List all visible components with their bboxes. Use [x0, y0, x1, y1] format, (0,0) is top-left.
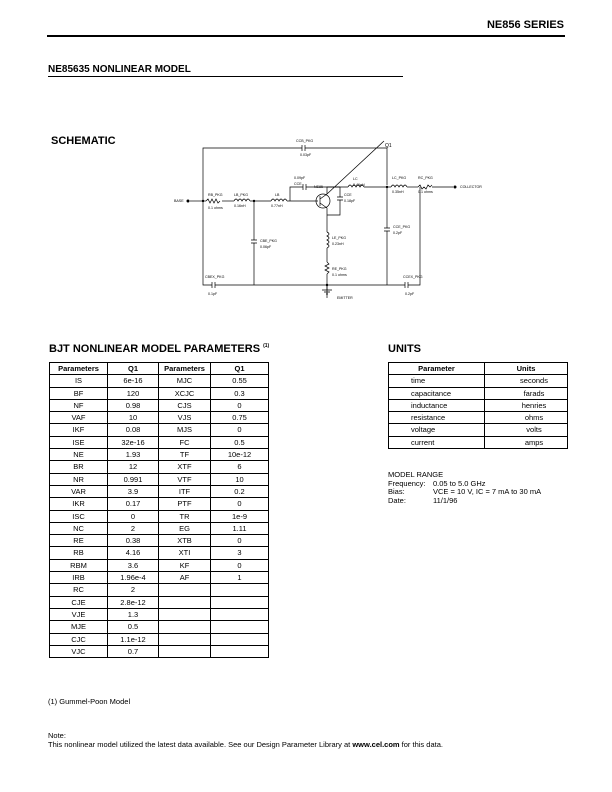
table-row — [50, 473, 159, 485]
param-name-cell: NR — [50, 473, 108, 485]
param-value-cell: 0.98 — [108, 399, 159, 411]
table-row — [159, 584, 269, 596]
table-row — [50, 522, 159, 534]
param-name-cell: VJE — [50, 608, 108, 620]
param-value-cell: 0.38 — [108, 535, 159, 547]
date-value: 11/1/96 — [433, 495, 458, 505]
table-row — [159, 559, 269, 571]
table-row — [159, 596, 269, 608]
param-name-cell: ITF — [159, 485, 211, 497]
table-row — [159, 424, 269, 436]
table-row — [159, 375, 269, 387]
param-name-cell — [159, 584, 211, 596]
bias-value: VCE = 10 V, IC = 7 mA to 30 mA — [433, 487, 542, 497]
table-row — [50, 375, 159, 387]
lbl-cce-right-val: 0.18pF — [344, 199, 356, 203]
note — [48, 732, 443, 749]
param-name-cell: VTF — [159, 473, 211, 485]
table-row — [159, 510, 269, 522]
series-title: NE856 SERIES — [486, 19, 564, 31]
param-value-cell — [211, 596, 269, 608]
param-name-cell: current — [389, 436, 485, 448]
param-name-cell: voltage — [389, 424, 485, 436]
param-value-cell: 4.16 — [108, 547, 159, 559]
table-row — [159, 645, 269, 657]
table-row — [389, 412, 568, 424]
param-value-cell — [211, 633, 269, 645]
table-header: Q1 — [211, 363, 269, 375]
header-rule — [47, 35, 565, 37]
model-range-title: MODEL RANGE — [388, 470, 444, 479]
lbl-ne85635: NE85 — [314, 185, 323, 189]
bjt-params-table-left — [49, 362, 159, 658]
param-value-cell: 1e-9 — [211, 510, 269, 522]
table-header: Parameter — [389, 363, 485, 375]
table-row — [50, 485, 159, 497]
param-value-cell: 3.9 — [108, 485, 159, 497]
param-name-cell: IKF — [50, 424, 108, 436]
param-value-cell: 0 — [211, 559, 269, 571]
param-name-cell — [159, 633, 211, 645]
lbl-lc-val: 0.46nH — [353, 183, 365, 187]
lbl-cce-right: CCE — [344, 193, 352, 197]
table-row — [50, 436, 159, 448]
bjt-params-table-right — [158, 362, 269, 658]
param-name-cell: IKR — [50, 498, 108, 510]
table-row — [50, 510, 159, 522]
lbl-q1: Q1 — [385, 143, 392, 149]
schematic-diagram — [160, 133, 500, 313]
param-name-cell: ISC — [50, 510, 108, 522]
model-title: NE85635 NONLINEAR MODEL — [48, 64, 191, 75]
param-value-cell: 0.75 — [211, 412, 269, 424]
param-name-cell: CJC — [50, 633, 108, 645]
param-name-cell: ISE — [50, 436, 108, 448]
param-name-cell: NC — [50, 522, 108, 534]
lbl-rb-pkg: RB_PKG — [208, 193, 223, 197]
table-row — [50, 424, 159, 436]
param-value-cell: 0.3 — [211, 387, 269, 399]
param-value-cell: 0.5 — [108, 621, 159, 633]
lbl-cbex-pkg-val: 0.1pF — [208, 292, 218, 296]
lbl-ccb-val: 0.03pF — [300, 153, 312, 157]
param-name-cell: CJE — [50, 596, 108, 608]
lbl-collector: COLLECTOR — [460, 185, 482, 189]
param-name-cell: BF — [50, 387, 108, 399]
table-header: Units — [485, 363, 568, 375]
table-row — [50, 535, 159, 547]
param-value-cell: 1.3 — [108, 608, 159, 620]
param-value-cell: 0 — [108, 510, 159, 522]
lbl-ccex-pkg-val: 0.2pF — [405, 292, 415, 296]
table-header: Parameters — [159, 363, 211, 375]
param-value-cell: 3.6 — [108, 559, 159, 571]
note-text-before: This nonlinear model utilized the latest data available. See our Design Parameter Library at — [48, 739, 353, 749]
table-row — [50, 449, 159, 461]
param-value-cell — [211, 608, 269, 620]
table-row — [159, 608, 269, 620]
table-row — [159, 498, 269, 510]
model-range — [388, 471, 541, 505]
table-row — [50, 645, 159, 657]
param-value-cell: 10e-12 — [211, 449, 269, 461]
param-value-cell: 0.7 — [108, 645, 159, 657]
param-value-cell: amps — [485, 436, 568, 448]
param-value-cell: ohms — [485, 412, 568, 424]
param-value-cell: 10 — [108, 412, 159, 424]
model-title-rule — [48, 76, 403, 77]
lbl-ccb-pkg: CCB_PKG — [296, 139, 314, 143]
table-row — [50, 399, 159, 411]
param-value-cell: 0.17 — [108, 498, 159, 510]
table-row — [50, 559, 159, 571]
table-row — [50, 547, 159, 559]
param-name-cell: VAF — [50, 412, 108, 424]
param-value-cell: 12 — [108, 461, 159, 473]
schematic-title: SCHEMATIC — [51, 135, 116, 147]
param-value-cell: 3 — [211, 547, 269, 559]
param-name-cell: PTF — [159, 498, 211, 510]
table-header: Parameters — [50, 363, 108, 375]
param-name-cell: IRB — [50, 572, 108, 584]
param-name-cell: MJC — [159, 375, 211, 387]
lbl-rb-pkg-val: 0.1 ohms — [208, 206, 223, 210]
cel-link[interactable]: www.cel.com — [352, 739, 400, 749]
table-row — [159, 412, 269, 424]
param-value-cell: 6 — [211, 461, 269, 473]
param-name-cell: FC — [159, 436, 211, 448]
param-value-cell: 10 — [211, 473, 269, 485]
frequency-label: Frequency: — [388, 478, 426, 488]
param-value-cell: 0.5 — [211, 436, 269, 448]
param-name-cell: XTF — [159, 461, 211, 473]
lbl-cbex-pkg: CBEX_PKG — [205, 275, 225, 279]
note-text — [48, 741, 443, 750]
param-name-cell: BR — [50, 461, 108, 473]
table-row — [389, 424, 568, 436]
lbl-lb-pkg-val: 0.16nH — [234, 204, 246, 208]
lbl-ccex-pkg: CCEX_PKG — [403, 275, 423, 279]
lbl-lc-pkg-val: 0.35nH — [392, 190, 404, 194]
date-label: Date: — [388, 495, 406, 505]
param-name-cell — [159, 645, 211, 657]
note-label: Note: — [48, 731, 66, 740]
table-row — [389, 375, 568, 387]
table-row — [50, 412, 159, 424]
lbl-cce-pkg: CCE_PKG — [393, 225, 411, 229]
table-row — [50, 387, 159, 399]
table-row — [50, 633, 159, 645]
lbl-lb: LB — [275, 193, 280, 197]
param-value-cell: 0.991 — [108, 473, 159, 485]
units-table — [388, 362, 568, 449]
param-name-cell: NF — [50, 399, 108, 411]
table-row — [389, 387, 568, 399]
param-name-cell — [159, 621, 211, 633]
lbl-re-pkg-val: 0.1 ohms — [332, 273, 347, 277]
lbl-emitter: EMITTER — [337, 296, 353, 300]
bjt-params-title — [49, 343, 269, 355]
table-row — [159, 485, 269, 497]
param-name-cell: VJC — [50, 645, 108, 657]
table-row — [159, 547, 269, 559]
table-row — [159, 399, 269, 411]
param-value-cell: 2 — [108, 522, 159, 534]
table-row — [159, 436, 269, 448]
bjt-title-text: BJT NONLINEAR MODEL PARAMETERS — [49, 343, 261, 355]
param-value-cell: 32e-16 — [108, 436, 159, 448]
table-row — [50, 596, 159, 608]
param-name-cell: TF — [159, 449, 211, 461]
param-name-cell: capacitance — [389, 387, 485, 399]
lbl-le-pkg: LE_PKG — [332, 236, 346, 240]
param-value-cell: seconds — [485, 375, 568, 387]
bjt-title-note: (1) — [263, 343, 270, 349]
table-row — [50, 498, 159, 510]
param-value-cell: 0 — [211, 498, 269, 510]
param-value-cell: 120 — [108, 387, 159, 399]
lbl-lb-pkg: LB_PKG — [234, 193, 248, 197]
table-row — [159, 461, 269, 473]
param-name-cell: RB — [50, 547, 108, 559]
table-row — [389, 436, 568, 448]
lbl-rc-pkg-val: 0.1 ohms — [418, 190, 433, 194]
lbl-cbe-pkg: CBE_PKG — [260, 239, 277, 243]
table-row — [50, 461, 159, 473]
param-value-cell: 1.93 — [108, 449, 159, 461]
lbl-lc: LC — [353, 177, 358, 181]
param-value-cell: 0 — [211, 424, 269, 436]
param-value-cell: 6e-16 — [108, 375, 159, 387]
param-name-cell: inductance — [389, 399, 485, 411]
param-name-cell: IS — [50, 375, 108, 387]
lbl-re-pkg: RE_PKG — [332, 267, 347, 271]
param-name-cell: time — [389, 375, 485, 387]
param-name-cell: TR — [159, 510, 211, 522]
table-row — [159, 449, 269, 461]
lbl-rc-pkg: RC_PKG — [418, 176, 433, 180]
table-row — [389, 399, 568, 411]
table-row — [50, 572, 159, 584]
param-name-cell: XTB — [159, 535, 211, 547]
table-row — [50, 584, 159, 596]
table-row — [50, 621, 159, 633]
param-name-cell: VJS — [159, 412, 211, 424]
param-value-cell: 0 — [211, 535, 269, 547]
table-row — [159, 572, 269, 584]
param-value-cell: volts — [485, 424, 568, 436]
param-name-cell: NE — [50, 449, 108, 461]
param-value-cell: 0 — [211, 399, 269, 411]
param-name-cell: resistance — [389, 412, 485, 424]
note-text-after: for this data. — [399, 739, 443, 749]
param-name-cell: RC — [50, 584, 108, 596]
param-value-cell — [211, 645, 269, 657]
footnote: (1) Gummel-Poon Model — [48, 697, 131, 706]
param-name-cell: CJS — [159, 399, 211, 411]
lbl-cce: CCE — [294, 182, 302, 186]
lbl-cbe-pkg-val: 0.06pF — [260, 245, 272, 249]
lbl-lc-pkg: LC_PKG — [392, 176, 407, 180]
param-name-cell: RBM — [50, 559, 108, 571]
param-name-cell — [159, 596, 211, 608]
param-value-cell: 1.96e-4 — [108, 572, 159, 584]
param-value-cell: 1.11 — [211, 522, 269, 534]
param-value-cell: farads — [485, 387, 568, 399]
param-value-cell: 1 — [211, 572, 269, 584]
table-row — [159, 633, 269, 645]
param-value-cell: henries — [485, 399, 568, 411]
param-name-cell: RE — [50, 535, 108, 547]
param-name-cell: XTI — [159, 547, 211, 559]
table-row — [159, 473, 269, 485]
param-value-cell: 2.8e-12 — [108, 596, 159, 608]
lbl-lb-val: 0.77nH — [271, 204, 283, 208]
frequency-value: 0.05 to 5.0 GHz — [433, 478, 486, 488]
table-row — [159, 621, 269, 633]
param-value-cell — [211, 621, 269, 633]
table-row — [159, 522, 269, 534]
bias-label: Bias: — [388, 487, 405, 497]
param-value-cell: 0.2 — [211, 485, 269, 497]
param-name-cell: MJS — [159, 424, 211, 436]
units-title: UNITS — [388, 343, 421, 355]
param-name-cell: MJE — [50, 621, 108, 633]
lbl-cce-pkg-val: 0.2pF — [393, 231, 403, 235]
table-row — [159, 535, 269, 547]
param-value-cell — [211, 584, 269, 596]
param-name-cell: KF — [159, 559, 211, 571]
param-name-cell: AF — [159, 572, 211, 584]
param-value-cell: 0.08 — [108, 424, 159, 436]
table-header: Q1 — [108, 363, 159, 375]
bias-row — [388, 488, 541, 497]
param-name-cell: EG — [159, 522, 211, 534]
lbl-cce-top: 0.09pF — [294, 176, 306, 180]
param-name-cell: VAR — [50, 485, 108, 497]
lbl-base: BASE — [174, 199, 184, 203]
param-value-cell: 1.1e-12 — [108, 633, 159, 645]
param-value-cell: 2 — [108, 584, 159, 596]
table-row — [159, 387, 269, 399]
param-name-cell: XCJC — [159, 387, 211, 399]
param-value-cell: 0.55 — [211, 375, 269, 387]
param-name-cell — [159, 608, 211, 620]
table-row — [50, 608, 159, 620]
date-row — [388, 497, 541, 506]
lbl-le-pkg-val: 0.23nH — [332, 242, 344, 246]
